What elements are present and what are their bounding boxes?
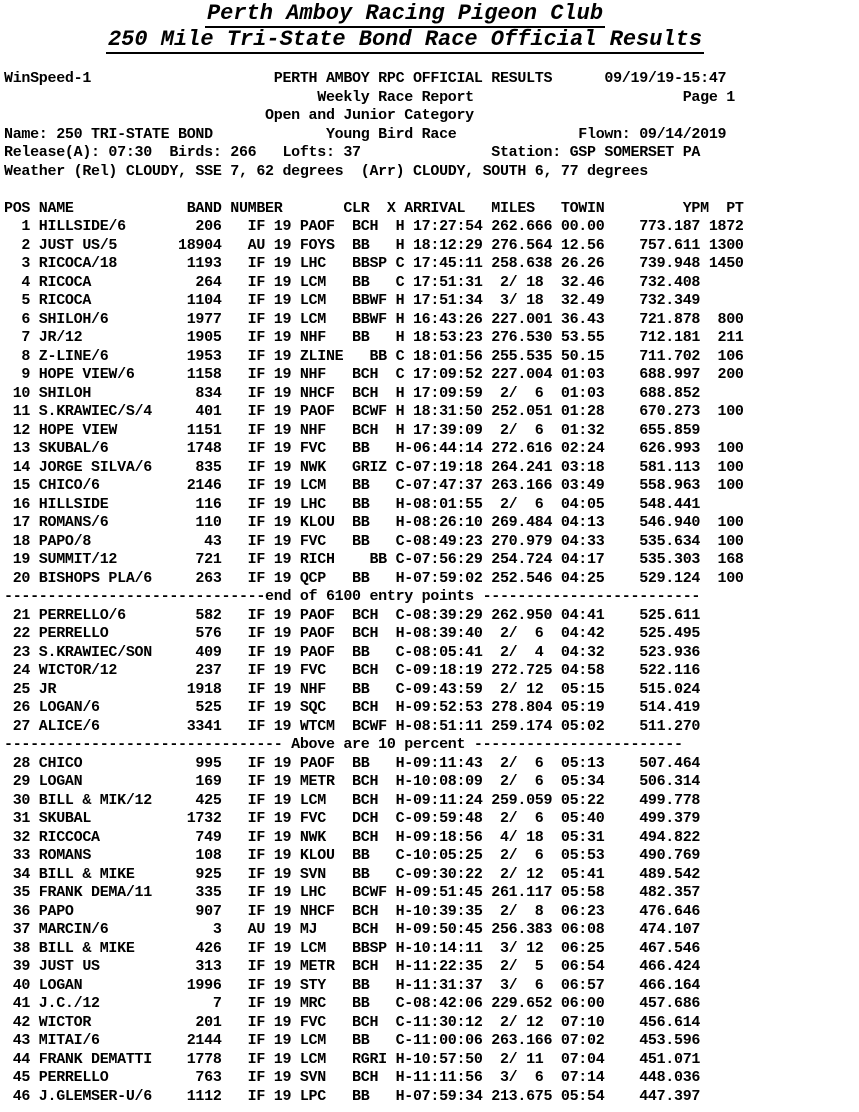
separator-line: ------------------------------end of 6100 entry points ------------------------- (4, 588, 701, 605)
result-row (4, 181, 744, 200)
result-row: 37 MARCIN/6 3 AU 19 MJ BCH H-09:50:45 256.383 06:08 474.107 (4, 921, 701, 938)
race-title (0, 27, 810, 53)
result-row: 42 WICTOR 201 IF 19 FVC BCH C-11:30:12 2/ 12 07:10 456.614 (4, 1013, 701, 1031)
club-title (0, 1, 810, 27)
result-row: 4 RICOCA 264 IF 19 LCM BB C 17:51:31 2/ 18 32.46 732.408 (4, 273, 701, 291)
result-row: 11 S.KRAWIEC/S/4 401 IF 19 PAOF BCWF H 18:31:50 252.051 01:28 670.273 100 (4, 403, 744, 420)
result-row: 29 LOGAN 169 IF 19 METR BCH H-10:08:09 2/ 6 05:34 506.314 (4, 773, 701, 790)
result-row: 9 HOPE VIEW/6 1158 IF 19 NHF BCH C 17:09:52 227.004 01:03 688.997 200 (4, 366, 744, 383)
result-row: 15 CHICO/6 2146 IF 19 LCM BB C-07:47:37 263.166 03:49 558.963 100 (4, 477, 744, 494)
report-header-line: Weather (Rel) CLOUDY, SSE 7, 62 degrees (Arr) CLOUDY, SOUTH 6, 77 degrees (4, 162, 648, 180)
column-headers: POS NAME BAND NUMBER CLR X ARRIVAL MILES TOWIN YPM PT (4, 199, 744, 217)
result-row: 10 SHILOH 834 IF 19 NHCF BCH H 17:09:59 2/ 6 01:03 688.852 (4, 384, 701, 402)
result-row: 28 CHICO 995 IF 19 PAOF BB H-09:11:43 2/ 6 05:13 507.464 (4, 754, 701, 772)
result-row: 45 PERRELLO 763 IF 19 SVN BCH H-11:11:56 3/ 6 07:14 448.036 (4, 1069, 701, 1086)
result-row: 40 LOGAN 1996 IF 19 STY BB H-11:31:37 3/ 6 06:57 466.164 (4, 976, 701, 994)
result-row: 13 SKUBAL/6 1748 IF 19 FVC BB H-06:44:14 272.616 02:24 626.993 100 (4, 440, 744, 457)
result-row: 27 ALICE/6 3341 IF 19 WTCM BCWF H-08:51:11 259.174 05:02 511.270 (4, 717, 701, 735)
report-header-line: Weekly Race Report Page 1 (4, 88, 735, 106)
result-row: 19 SUMMIT/12 721 IF 19 RICH BB C-07:56:29 254.724 04:17 535.303 168 (4, 551, 744, 568)
result-row: 5 RICOCA 1104 IF 19 LCM BBWF H 17:51:34 3/ 18 32.49 732.349 (4, 292, 701, 309)
result-row: 26 LOGAN/6 525 IF 19 SQC BCH H-09:52:53 278.804 05:19 514.419 (4, 699, 701, 716)
race-title-text: 250 Mile Tri-State Bond Race Official Results (107, 27, 703, 52)
result-row: 38 BILL & MIKE 426 IF 19 LCM BBSP H-10:14:11 3/ 12 06:25 467.546 (4, 939, 701, 957)
result-row: 30 BILL & MIK/12 425 IF 19 LCM BCH H-09:11:24 259.059 05:22 499.778 (4, 791, 701, 809)
report-header-line: Release(A): 07:30 Birds: 266 Lofts: 37 Station: GSP SOMERSET PA (4, 144, 701, 161)
result-row: 25 JR 1918 IF 19 NHF BB C-09:43:59 2/ 12 05:15 515.024 (4, 680, 701, 698)
result-row: 20 BISHOPS PLA/6 263 IF 19 QCP BB H-07:59:02 252.546 04:25 529.124 100 (4, 569, 744, 587)
result-row: 44 FRANK DEMATTI 1778 IF 19 LCM RGRI H-10:57:50 2/ 11 07:04 451.071 (4, 1050, 701, 1068)
result-row: 31 SKUBAL 1732 IF 19 FVC DCH C-09:59:48 2/ 6 05:40 499.379 (4, 810, 701, 827)
result-row: 14 JORGE SILVA/6 835 IF 19 NWK GRIZ C-07:19:18 264.241 03:18 581.113 100 (4, 458, 744, 476)
result-row: 33 ROMANS 108 IF 19 KLOU BB C-10:05:25 2/ 6 05:53 490.769 (4, 847, 701, 864)
report-header-line: Open and Junior Category (4, 107, 474, 124)
result-row: 1 HILLSIDE/6 206 IF 19 PAOF BCH H 17:27:54 262.666 00.00 773.187 1872 (4, 218, 744, 235)
result-row: 34 BILL & MIKE 925 IF 19 SVN BB C-09:30:22 2/ 12 05:41 489.542 (4, 865, 701, 883)
result-row: 23 S.KRAWIEC/SON 409 IF 19 PAOF BB C-08:05:41 2/ 4 04:32 523.936 (4, 643, 701, 661)
result-row: 6 SHILOH/6 1977 IF 19 LCM BBWF H 16:43:26 227.001 36.43 721.878 800 (4, 310, 744, 328)
result-row: 8 Z-LINE/6 1953 IF 19 ZLINE BB C 18:01:56 255.535 50.15 711.702 106 (4, 347, 744, 365)
result-row: 39 JUST US 313 IF 19 METR BCH H-11:22:35 2/ 5 06:54 466.424 (4, 958, 701, 975)
result-row: 36 PAPO 907 IF 19 NHCF BCH H-10:39:35 2/ 8 06:23 476.646 (4, 902, 701, 920)
report-header-line: Name: 250 TRI-STATE BOND Young Bird Race Flown: 09/14/2019 (4, 125, 727, 143)
result-row: 17 ROMANS/6 110 IF 19 KLOU BB H-08:26:10 269.484 04:13 546.940 100 (4, 514, 744, 531)
result-row: 16 HILLSIDE 116 IF 19 LHC BB H-08:01:55 2/ 6 04:05 548.441 (4, 495, 701, 513)
result-row: 7 JR/12 1905 IF 19 NHF BB H 18:53:23 276.530 53.55 712.181 211 (4, 329, 744, 346)
results-report (4, 70, 744, 1106)
club-title-text: Perth Amboy Racing Pigeon Club (206, 1, 604, 26)
result-row: 21 PERRELLO/6 582 IF 19 PAOF BCH C-08:39:29 262.950 04:41 525.611 (4, 606, 701, 624)
result-row: 24 WICTOR/12 237 IF 19 FVC BCH C-09:18:19 272.725 04:58 522.116 (4, 662, 701, 679)
separator-line: -------------------------------- Above are 10 percent ------------------------ (4, 736, 683, 753)
report-header-line: WinSpeed-1 PERTH AMBOY RPC OFFICIAL RESULTS 09/19/19-15:47 (4, 70, 727, 87)
result-row: 18 PAPO/8 43 IF 19 FVC BB C-08:49:23 270.979 04:33 535.634 100 (4, 532, 744, 550)
result-row: 43 MITAI/6 2144 IF 19 LCM BB C-11:00:06 263.166 07:02 453.596 (4, 1032, 701, 1049)
result-row: 32 RICCOCA 749 IF 19 NWK BCH H-09:18:56 4/ 18 05:31 494.822 (4, 828, 701, 846)
result-row: 46 J.GLEMSER-U/6 1112 IF 19 LPC BB H-07:59:34 213.675 05:54 447.397 (4, 1087, 701, 1105)
result-row: 22 PERRELLO 576 IF 19 PAOF BCH H-08:39:40 2/ 6 04:42 525.495 (4, 625, 701, 642)
result-row: 2 JUST US/5 18904 AU 19 FOYS BB H 18:12:29 276.564 12.56 757.611 1300 (4, 236, 744, 254)
result-row: 12 HOPE VIEW 1151 IF 19 NHF BCH H 17:39:09 2/ 6 01:32 655.859 (4, 421, 701, 439)
result-row: 41 J.C./12 7 IF 19 MRC BB C-08:42:06 229.652 06:00 457.686 (4, 995, 701, 1012)
result-row: 3 RICOCA/18 1193 IF 19 LHC BBSP C 17:45:11 258.638 26.26 739.948 1450 (4, 255, 744, 272)
result-row: 35 FRANK DEMA/11 335 IF 19 LHC BCWF H-09:51:45 261.117 05:58 482.357 (4, 884, 701, 901)
